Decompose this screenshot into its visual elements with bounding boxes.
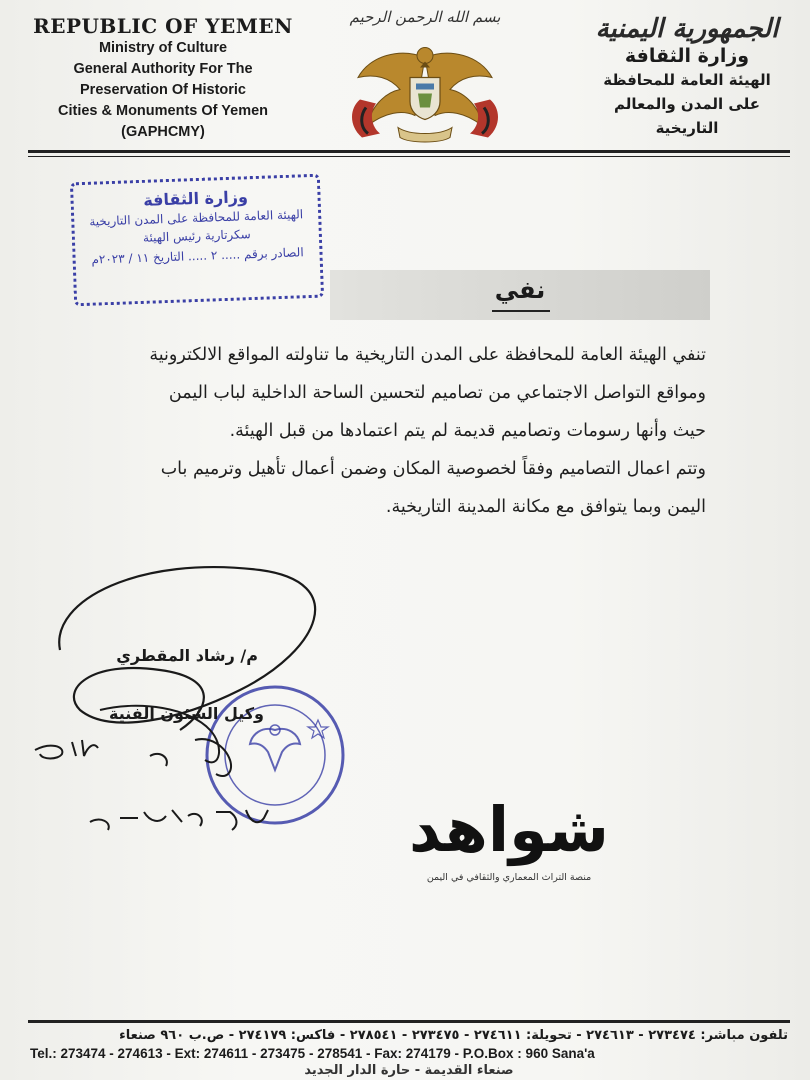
body-line: وتتم اعمال التصاميم وفقاً لخصوصية المكان وضمن أعمال تأهيل وترميم باب [160, 459, 706, 479]
footer-address-arabic: صنعاء القديمة - حارة الدار الجديد [304, 1063, 514, 1078]
header-english [28, 14, 298, 143]
watermark-tagline: منصة التراث المعماري والثقافي في اليمن [426, 872, 592, 883]
letter-body [80, 336, 706, 526]
header-arabic [582, 14, 792, 140]
stamp-reference: الصادر برقم ..... ٢ ..... التاريخ ١١ / ٢٠٢٣م [91, 245, 304, 267]
footer-contact-arabic: تلفون مباشر: ٢٧٣٤٧٤ - ٢٧٤٦١٣ - تحويلة: ٢٧٤٦١١ - ٢٧٣٤٧٥ - ٢٧٨٥٤١ - فاكس: ٢٧٤١٧٩ - ص.ب ٩٦٠ صنعاء [119, 1028, 788, 1043]
authority-line-2: Preservation Of Historic [80, 82, 246, 98]
title-band [330, 270, 710, 320]
authority-arabic: الهيئة العامة للمحافظة [603, 71, 771, 89]
header-rule-thin [28, 156, 790, 157]
title-underline [492, 310, 550, 312]
country-name-arabic: الجمهورية اليمنية [595, 14, 779, 44]
stamp-authority: الهيئة العامة للمحافظة على المدن التاريخية [89, 207, 304, 229]
body-line: اليمن وبما يتوافق مع مكانة المدينة التاريخية. [385, 497, 706, 517]
authority-line-1: General Authority For The [73, 61, 253, 77]
handwritten-signature-icon [20, 560, 360, 860]
footer-contact-english: Tel.: 273474 - 274613 - Ext: 274611 - 273475 - 278541 - Fax: 274179 - P.O.Box : 960 Sana'a [30, 1046, 595, 1061]
signatory-title: وكيل الشئون الفنية [109, 704, 264, 723]
stamp-ministry: وزارة الثقافة [142, 187, 249, 210]
document-title: نفي [494, 276, 546, 304]
header-rule [28, 150, 790, 153]
yemen-emblem-icon [340, 30, 510, 155]
authority-acronym: (GAPHCMY) [121, 124, 205, 140]
registry-stamp [70, 174, 324, 307]
country-name-english: REPUBLIC OF YEMEN [33, 14, 293, 38]
watermark-logo-text: شواهد [409, 793, 609, 866]
body-line: ومواقع التواصل الاجتماعي من تصاميم لتحسين الساحة الداخلية لباب اليمن [168, 383, 706, 403]
body-line: حيث وأنها رسومات وتصاميم قديمة لم يتم اعتمادها من قبل الهيئة. [229, 421, 706, 441]
body-line: تنفي الهيئة العامة للمحافظة على المدن التاريخية ما تناولته المواقع الالكترونية [149, 345, 706, 365]
authority-line-3: Cities & Monuments Of Yemen [57, 103, 269, 119]
authority-arabic-2: على المدن والمعالم التاريخية [614, 95, 760, 137]
basmala: بسم الله الرحمن الرحيم [349, 8, 501, 26]
ministry-arabic: وزارة الثقافة [624, 45, 750, 67]
footer-contact [30, 1028, 788, 1078]
signatory-name: م/ رشاد المقطري [116, 646, 258, 665]
stamp-office: سكرتارية رئيس الهيئة [142, 227, 251, 245]
footer-rule [28, 1020, 790, 1023]
ministry-english: Ministry of Culture [98, 40, 228, 56]
platform-watermark [388, 790, 630, 898]
